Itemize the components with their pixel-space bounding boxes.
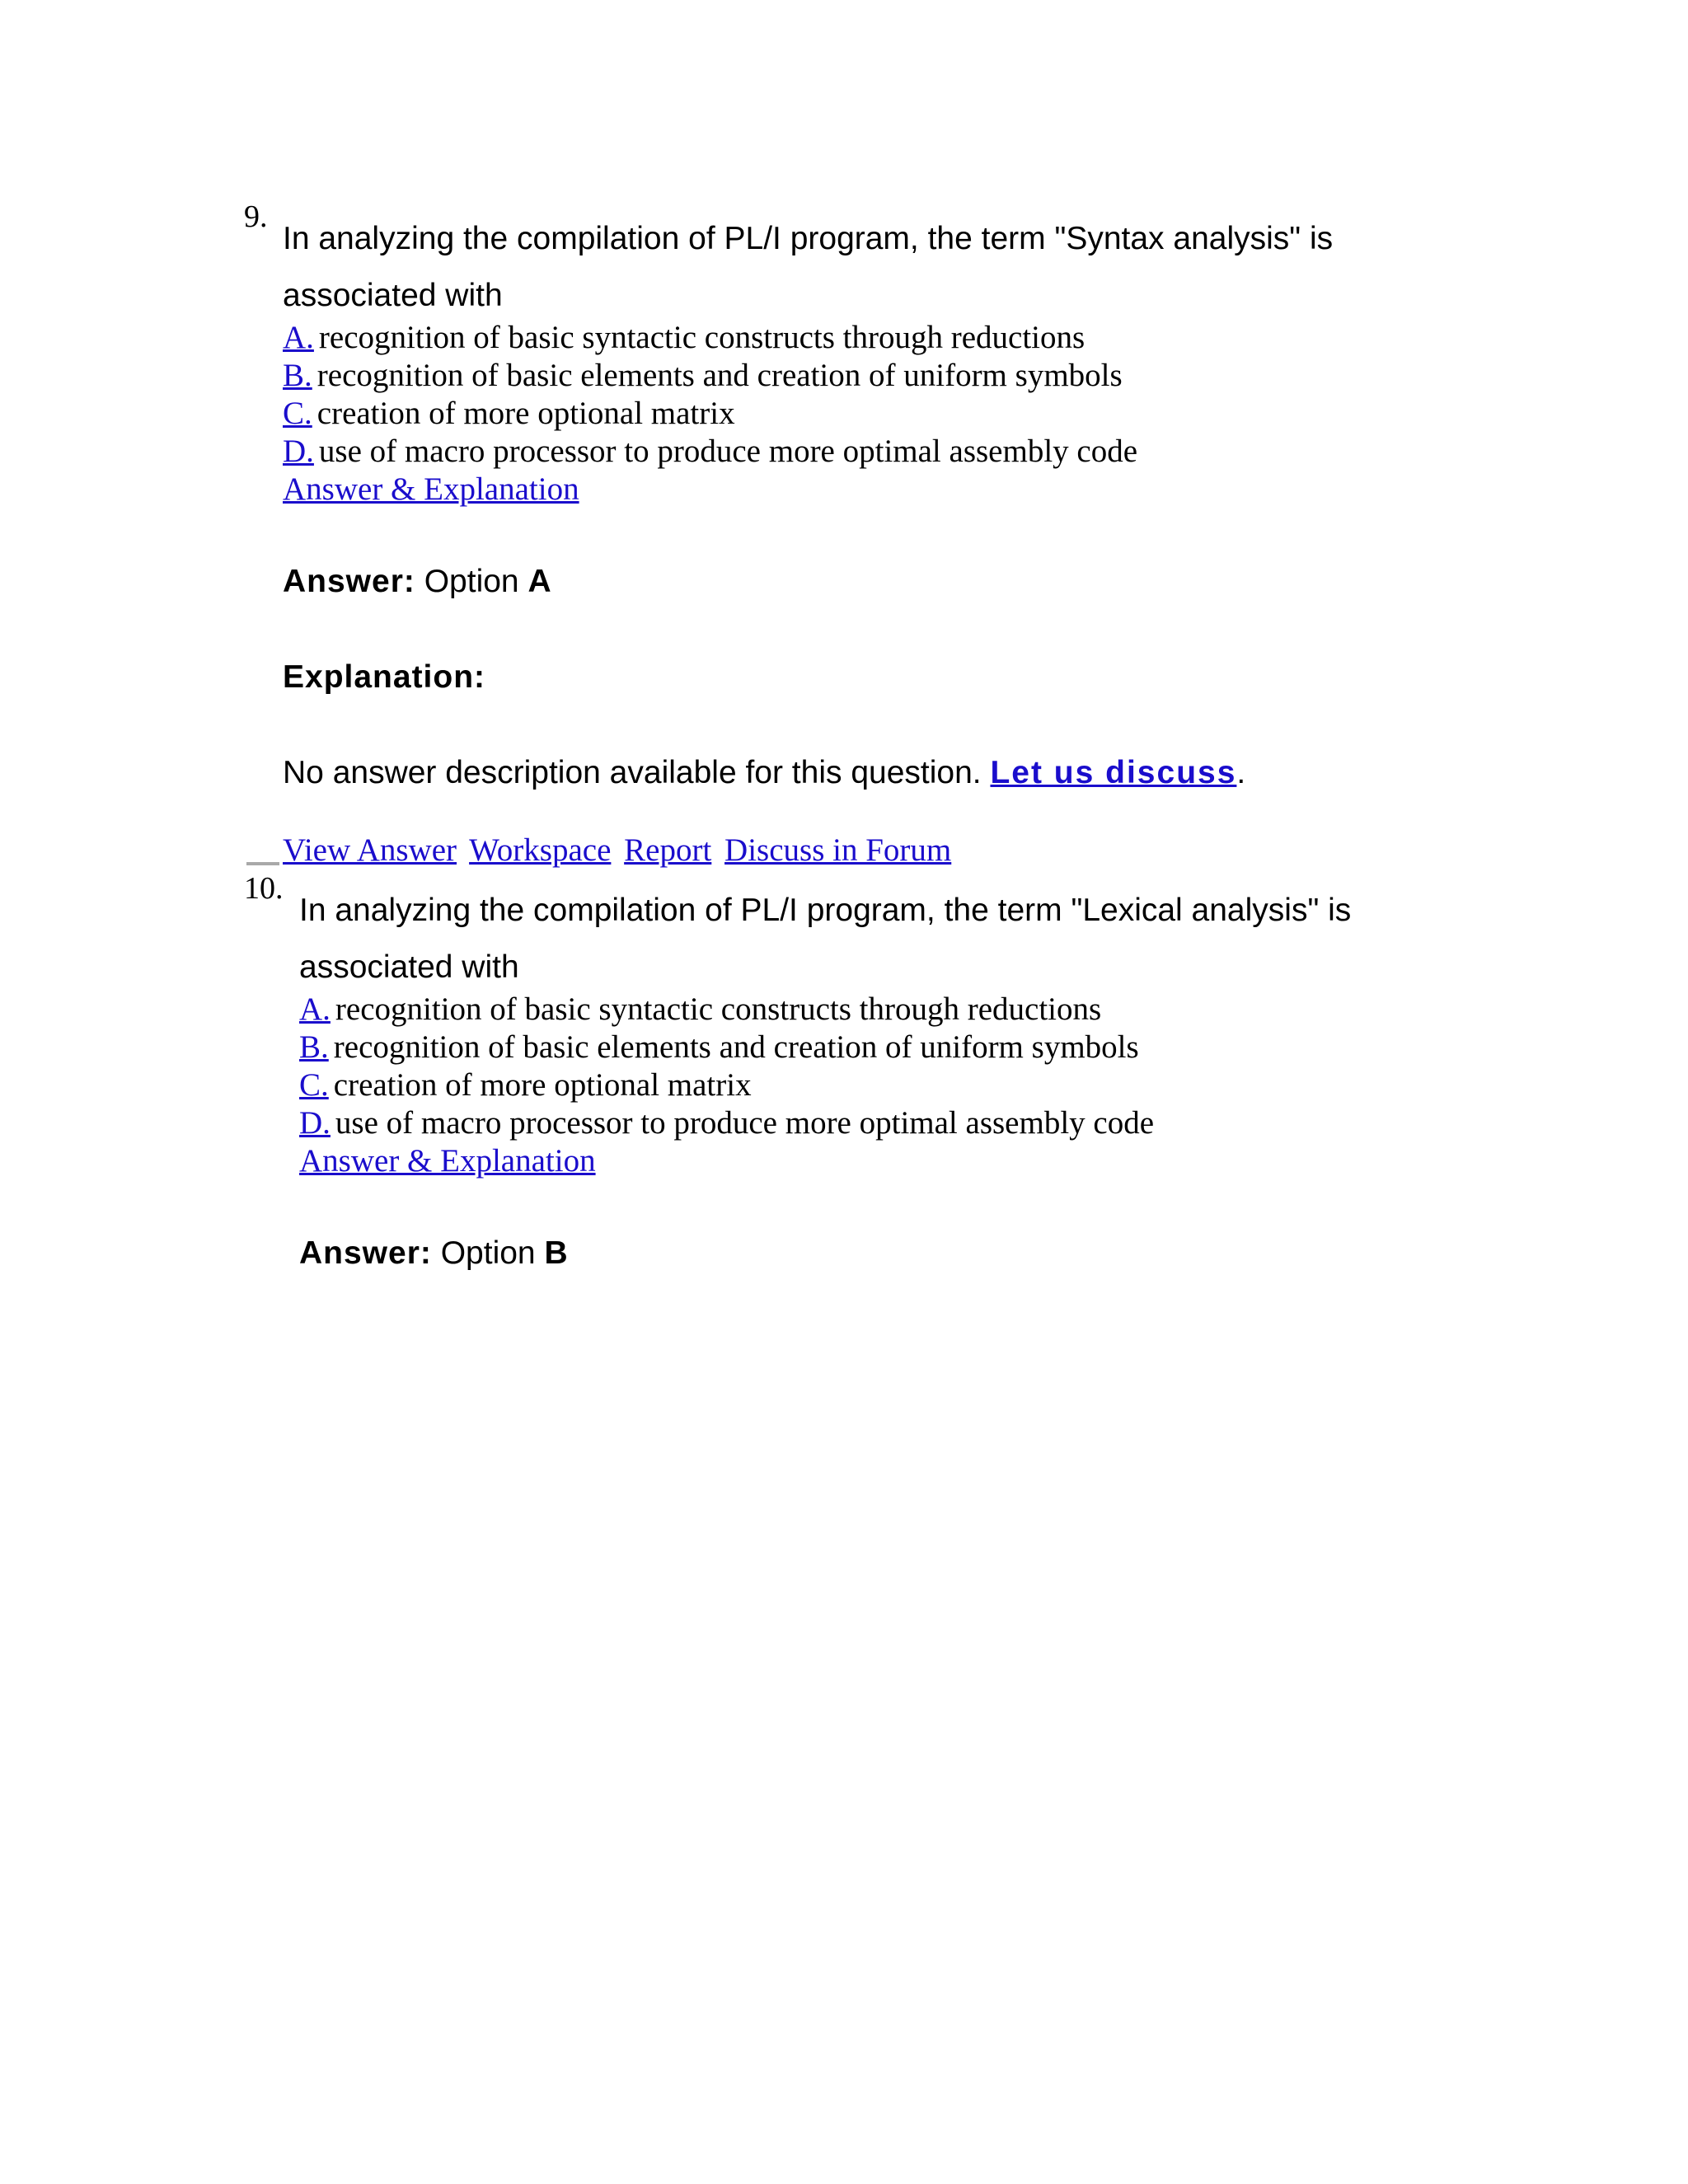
answer-label: Answer: bbox=[283, 564, 415, 599]
workspace-link[interactable]: Workspace bbox=[469, 832, 612, 868]
question-body bbox=[299, 882, 1486, 1272]
option-d-link[interactable]: D. bbox=[299, 1105, 331, 1141]
option-d bbox=[283, 433, 1470, 471]
answer-option-word: Option bbox=[424, 564, 519, 599]
question-number: 9. bbox=[244, 199, 268, 234]
explanation-text bbox=[283, 754, 1470, 792]
option-b-link[interactable]: B. bbox=[283, 358, 312, 393]
option-c-text: creation of more optional matrix bbox=[316, 396, 735, 431]
option-b bbox=[283, 357, 1470, 395]
option-a-text: recognition of basic syntactic constructs through reductions bbox=[335, 991, 1102, 1027]
option-d-text: use of macro processor to produce more optimal assembly code bbox=[318, 434, 1138, 469]
option-c-text: creation of more optional matrix bbox=[333, 1067, 752, 1103]
option-b-link[interactable]: B. bbox=[299, 1029, 329, 1065]
answer-option-word: Option bbox=[440, 1235, 536, 1271]
option-c-link[interactable]: C. bbox=[299, 1067, 329, 1103]
answer-explanation-link[interactable]: Answer & Explanation bbox=[299, 1143, 596, 1179]
explanation-period: . bbox=[1236, 755, 1246, 790]
discuss-in-forum-link[interactable]: Discuss in Forum bbox=[724, 832, 952, 868]
question-text: In analyzing the compilation of PL/I program, the term "Lexical analysis" is associated with bbox=[299, 893, 1352, 985]
option-a-text: recognition of basic syntactic constructs through reductions bbox=[318, 320, 1085, 355]
option-c bbox=[283, 395, 1470, 433]
option-c-link[interactable]: C. bbox=[283, 396, 312, 431]
view-answer-link[interactable]: View Answer bbox=[283, 832, 457, 868]
option-b-text: recognition of basic elements and creation of uniform symbols bbox=[316, 358, 1123, 393]
option-a bbox=[283, 319, 1470, 357]
answer-explanation-link[interactable]: Answer & Explanation bbox=[283, 471, 579, 507]
option-a-link[interactable]: A. bbox=[299, 991, 331, 1027]
question-separator bbox=[246, 862, 279, 865]
option-d-text: use of macro processor to produce more optimal assembly code bbox=[335, 1105, 1155, 1141]
options-list bbox=[299, 991, 1486, 1142]
explanation-label: Explanation: bbox=[283, 659, 486, 695]
options-list bbox=[283, 319, 1470, 471]
question-number: 10. bbox=[244, 871, 284, 906]
let-us-discuss-link[interactable]: Let us discuss bbox=[990, 755, 1237, 790]
answer-letter: A bbox=[528, 564, 551, 599]
answer-label: Answer: bbox=[299, 1235, 432, 1271]
answer-line bbox=[283, 563, 1470, 601]
answer-letter: B bbox=[544, 1235, 568, 1271]
option-c bbox=[299, 1066, 1486, 1104]
answer-line bbox=[299, 1235, 1486, 1272]
option-a bbox=[299, 991, 1486, 1029]
question-body bbox=[283, 210, 1470, 869]
report-link[interactable]: Report bbox=[624, 832, 712, 868]
explanation-body: No answer description available for this question. bbox=[283, 755, 982, 790]
question-text: In analyzing the compilation of PL/I program, the term "Syntax analysis" is associated with bbox=[283, 221, 1334, 313]
option-b bbox=[299, 1029, 1486, 1066]
option-a-link[interactable]: A. bbox=[283, 320, 314, 355]
option-b-text: recognition of basic elements and creation of uniform symbols bbox=[333, 1029, 1139, 1065]
option-d bbox=[299, 1104, 1486, 1142]
question-actions bbox=[283, 832, 1470, 869]
option-d-link[interactable]: D. bbox=[283, 434, 314, 469]
